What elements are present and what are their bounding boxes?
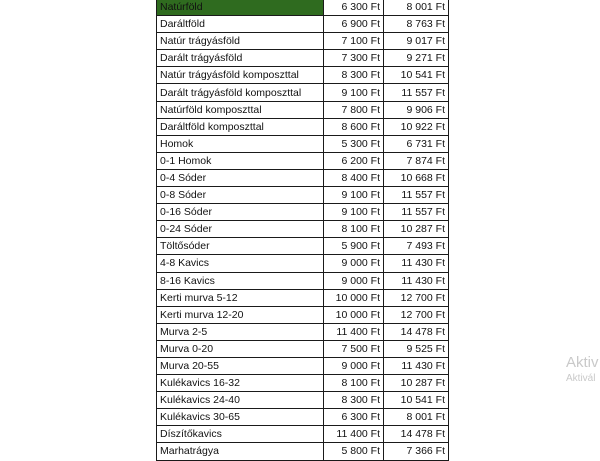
- price-table: [156, 0, 449, 461]
- gross-price-cell: 10 287 Ft: [384, 375, 449, 392]
- net-price-cell: 8 600 Ft: [324, 118, 384, 135]
- table-row: [157, 187, 449, 204]
- product-name-cell: Daráltföld komposzttal: [157, 118, 324, 135]
- table-row: [157, 392, 449, 409]
- gross-price-cell: 11 557 Ft: [384, 84, 449, 101]
- table-row: [157, 33, 449, 50]
- gross-price-cell: 14 478 Ft: [384, 323, 449, 340]
- table-row: [157, 67, 449, 84]
- product-name-cell: Homok: [157, 135, 324, 152]
- product-name-cell: Kulékavics 30-65: [157, 409, 324, 426]
- net-price-cell: 9 100 Ft: [324, 84, 384, 101]
- gross-price-cell: 14 478 Ft: [384, 426, 449, 443]
- table-row: [157, 238, 449, 255]
- gross-price-cell: 8 001 Ft: [384, 0, 449, 16]
- table-row: [157, 409, 449, 426]
- net-price-cell: 8 300 Ft: [324, 67, 384, 84]
- net-price-cell: 5 900 Ft: [324, 238, 384, 255]
- product-name-cell: Daráltföld: [157, 16, 324, 33]
- net-price-cell: 10 000 Ft: [324, 306, 384, 323]
- table-row: [157, 289, 449, 306]
- net-price-cell: 9 000 Ft: [324, 272, 384, 289]
- gross-price-cell: 12 700 Ft: [384, 289, 449, 306]
- gross-price-cell: 11 430 Ft: [384, 357, 449, 374]
- product-name-cell: 4-8 Kavics: [157, 255, 324, 272]
- product-name-cell: Marhatrágya: [157, 443, 324, 460]
- gross-price-cell: 9 525 Ft: [384, 340, 449, 357]
- net-price-cell: 7 800 Ft: [324, 101, 384, 118]
- product-name-cell: 0-16 Sóder: [157, 204, 324, 221]
- product-name-cell: Kulékavics 16-32: [157, 375, 324, 392]
- table-row: [157, 152, 449, 169]
- gross-price-cell: 10 287 Ft: [384, 221, 449, 238]
- net-price-cell: 8 100 Ft: [324, 375, 384, 392]
- net-price-cell: 6 300 Ft: [324, 409, 384, 426]
- net-price-cell: 7 300 Ft: [324, 50, 384, 67]
- gross-price-cell: 11 430 Ft: [384, 272, 449, 289]
- product-name-cell: Darált trágyásföld komposzttal: [157, 84, 324, 101]
- table-row: [157, 169, 449, 186]
- product-name-cell: Murva 20-55: [157, 357, 324, 374]
- gross-price-cell: 10 541 Ft: [384, 392, 449, 409]
- table-row: [157, 443, 449, 460]
- net-price-cell: 9 100 Ft: [324, 187, 384, 204]
- product-name-cell: Murva 2-5: [157, 323, 324, 340]
- product-name-cell: 0-1 Homok: [157, 152, 324, 169]
- product-name-cell: 0-8 Sóder: [157, 187, 324, 204]
- gross-price-cell: 6 731 Ft: [384, 135, 449, 152]
- table-row: [157, 84, 449, 101]
- gross-price-cell: 11 557 Ft: [384, 204, 449, 221]
- price-table-body: [157, 0, 449, 460]
- product-name-cell: Díszítőkavics: [157, 426, 324, 443]
- gross-price-cell: 11 430 Ft: [384, 255, 449, 272]
- net-price-cell: 10 000 Ft: [324, 289, 384, 306]
- net-price-cell: 8 100 Ft: [324, 221, 384, 238]
- gross-price-cell: 7 366 Ft: [384, 443, 449, 460]
- net-price-cell: 6 900 Ft: [324, 16, 384, 33]
- gross-price-cell: 8 763 Ft: [384, 16, 449, 33]
- gross-price-cell: 11 557 Ft: [384, 187, 449, 204]
- table-row: [157, 204, 449, 221]
- table-row: [157, 426, 449, 443]
- product-name-cell: 0-24 Sóder: [157, 221, 324, 238]
- gross-price-cell: 7 493 Ft: [384, 238, 449, 255]
- product-name-cell: Kulékavics 24-40: [157, 392, 324, 409]
- gross-price-cell: 10 668 Ft: [384, 169, 449, 186]
- table-row: [157, 101, 449, 118]
- product-name-cell: 8-16 Kavics: [157, 272, 324, 289]
- table-row: [157, 306, 449, 323]
- gross-price-cell: 9 271 Ft: [384, 50, 449, 67]
- net-price-cell: 11 400 Ft: [324, 323, 384, 340]
- gross-price-cell: 12 700 Ft: [384, 306, 449, 323]
- net-price-cell: 8 400 Ft: [324, 169, 384, 186]
- product-name-cell: Natúrföld komposzttal: [157, 101, 324, 118]
- table-row: [157, 221, 449, 238]
- table-row: [157, 135, 449, 152]
- table-row: [157, 375, 449, 392]
- gross-price-cell: 9 017 Ft: [384, 33, 449, 50]
- net-price-cell: 5 800 Ft: [324, 443, 384, 460]
- net-price-cell: 11 400 Ft: [324, 426, 384, 443]
- gross-price-cell: 7 874 Ft: [384, 152, 449, 169]
- net-price-cell: 7 100 Ft: [324, 33, 384, 50]
- product-name-cell: Töltősóder: [157, 238, 324, 255]
- product-name-cell: Natúrföld: [157, 0, 324, 16]
- net-price-cell: 8 300 Ft: [324, 392, 384, 409]
- table-row: [157, 323, 449, 340]
- table-row: [157, 118, 449, 135]
- product-name-cell: Natúr trágyásföld: [157, 33, 324, 50]
- net-price-cell: 6 300 Ft: [324, 0, 384, 16]
- table-row: [157, 16, 449, 33]
- product-name-cell: Natúr trágyásföld komposzttal: [157, 67, 324, 84]
- table-row: [157, 272, 449, 289]
- net-price-cell: 9 000 Ft: [324, 357, 384, 374]
- windows-activation-watermark-subtitle: Aktivál: [566, 373, 596, 384]
- gross-price-cell: 10 922 Ft: [384, 118, 449, 135]
- net-price-cell: 7 500 Ft: [324, 340, 384, 357]
- table-row: [157, 357, 449, 374]
- product-name-cell: 0-4 Sóder: [157, 169, 324, 186]
- table-row: [157, 255, 449, 272]
- table-row: [157, 0, 449, 16]
- net-price-cell: 9 100 Ft: [324, 204, 384, 221]
- product-name-cell: Kerti murva 5-12: [157, 289, 324, 306]
- net-price-cell: 6 200 Ft: [324, 152, 384, 169]
- product-name-cell: Kerti murva 12-20: [157, 306, 324, 323]
- gross-price-cell: 10 541 Ft: [384, 67, 449, 84]
- product-name-cell: Darált trágyásföld: [157, 50, 324, 67]
- net-price-cell: 9 000 Ft: [324, 255, 384, 272]
- gross-price-cell: 9 906 Ft: [384, 101, 449, 118]
- product-name-cell: Murva 0-20: [157, 340, 324, 357]
- table-row: [157, 340, 449, 357]
- net-price-cell: 5 300 Ft: [324, 135, 384, 152]
- table-row: [157, 50, 449, 67]
- gross-price-cell: 8 001 Ft: [384, 409, 449, 426]
- windows-activation-watermark: Aktiv: [566, 354, 599, 371]
